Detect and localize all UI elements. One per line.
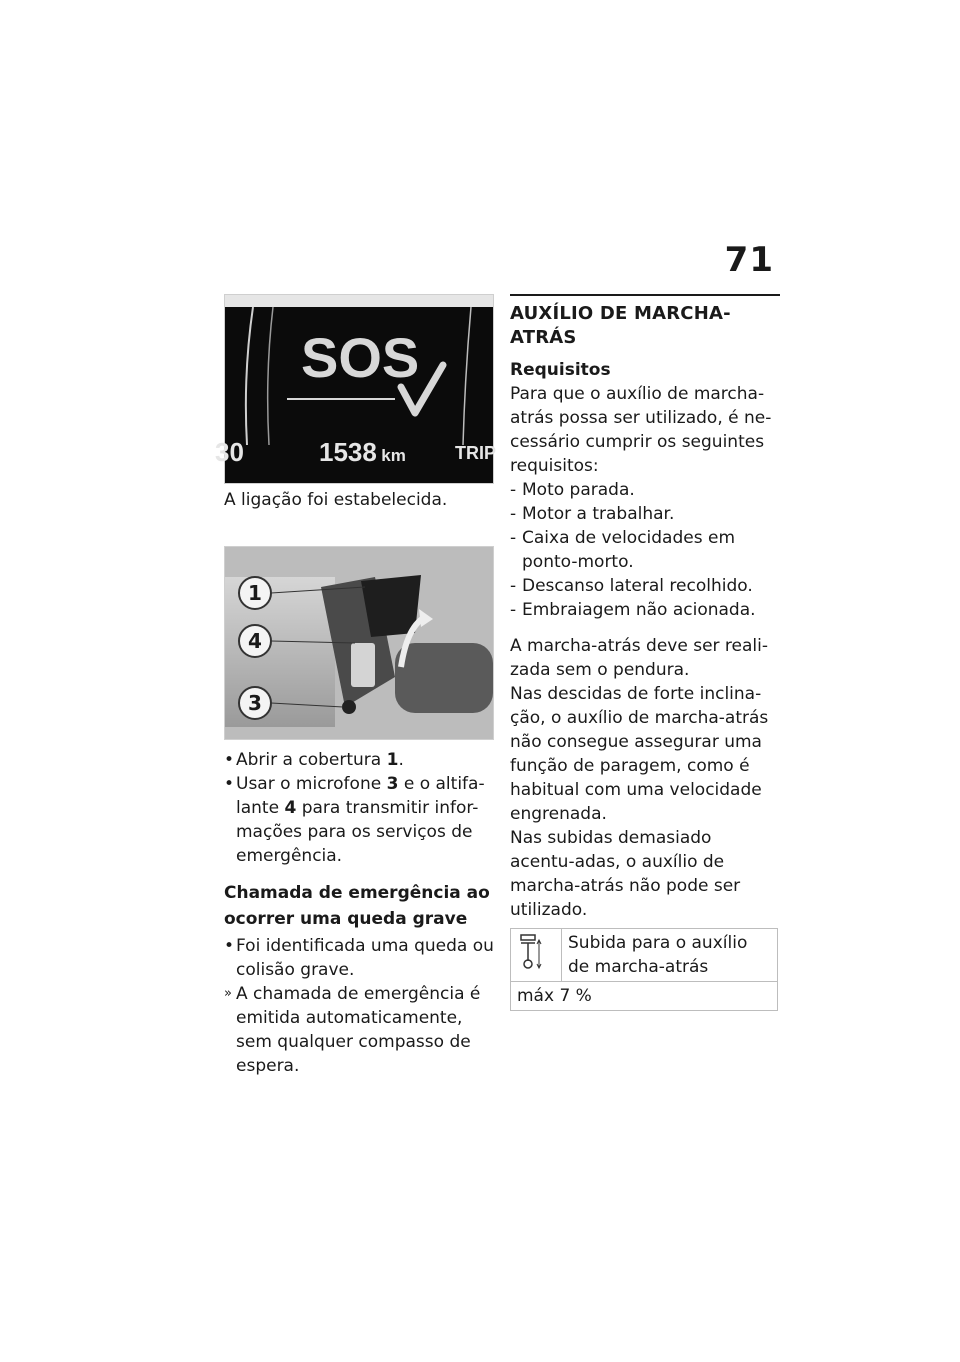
result-arrow-icon: » xyxy=(224,986,232,1001)
fall-text: A chamada de emergência é emitida automaticamente, sem qualquer compasso de espera. xyxy=(236,984,481,1076)
fall-text: Foi identificada uma queda ou colisão grave. xyxy=(236,936,494,980)
requirements-intro: Para que o auxílio de marcha-atrás possa ser utilizado, é ne-cessário cumprir os seguintes requisitos: xyxy=(510,384,772,476)
bullet-icon: • xyxy=(224,774,235,794)
paragraph-no-passenger: A marcha-atrás deve ser reali-zada sem o pendura. xyxy=(510,636,769,680)
requirement-text: Motor a trabalhar. xyxy=(522,504,675,524)
trip-label: TRIP xyxy=(455,443,497,463)
requirements-title: Requisitos xyxy=(510,360,611,380)
requirement-text: Moto parada. xyxy=(522,480,635,500)
sos-text: SOS xyxy=(301,326,420,389)
step-text: . xyxy=(398,750,404,770)
requirement-item xyxy=(510,502,780,526)
dash-icon: - xyxy=(510,576,517,596)
step-text: e o altifa-lante xyxy=(236,774,485,818)
handlebar-switch-figure xyxy=(224,546,494,740)
right-column xyxy=(510,294,780,1011)
spec-label: Subida para o auxílio de marcha-atrás xyxy=(562,929,778,982)
spec-value-row xyxy=(511,982,778,1011)
left-column xyxy=(215,294,497,1078)
requirement-item xyxy=(510,526,780,574)
gauge-arc-outer xyxy=(246,307,253,445)
fall-item xyxy=(224,982,494,1078)
spec-value: máx 7 % xyxy=(511,982,778,1011)
sos-display-figure xyxy=(215,294,497,484)
odometer-value: 1538 xyxy=(319,437,377,467)
fall-list xyxy=(224,934,494,1078)
caption-connected: A ligação foi estabelecida. xyxy=(224,490,448,510)
speaker-button xyxy=(351,643,375,687)
spec-header-row xyxy=(511,929,778,982)
steps-list xyxy=(224,748,494,868)
callout-1: 1 xyxy=(248,581,262,605)
gauge-arc-inner xyxy=(268,307,273,445)
incline-gauge-icon xyxy=(517,931,543,971)
step-item xyxy=(224,772,494,868)
paragraph-descent: Nas descidas de forte inclina-ção, o auxílio de marcha-atrás não consegue assegurar uma função de paragem, como é habitual com uma velocidade engrenada. xyxy=(510,684,769,824)
step-text: para transmitir infor-mações para os serviços de emergência. xyxy=(236,798,479,866)
requirement-text: Caixa de velocidades em ponto-morto. xyxy=(522,528,735,572)
callout-4: 4 xyxy=(248,629,262,653)
microphone xyxy=(342,700,356,714)
bullet-icon: • xyxy=(224,936,235,956)
step-ref: 3 xyxy=(386,774,399,794)
fall-heading: Chamada de emergência ao ocorrer uma queda grave xyxy=(224,883,490,929)
odometer-left-digits: 30 xyxy=(215,437,244,467)
fall-item xyxy=(224,934,494,982)
requirement-item xyxy=(510,478,780,502)
arrow-head-icon xyxy=(419,609,433,627)
dash-icon: - xyxy=(510,600,517,620)
bullet-icon: • xyxy=(224,750,235,770)
gauge-arc-right xyxy=(463,307,471,445)
page-number: 71 xyxy=(724,240,774,280)
requirement-item xyxy=(510,598,780,622)
step-text: Abrir a cobertura xyxy=(236,750,387,770)
paragraph-ascent: Nas subidas demasiado acentu-adas, o auxílio de marcha-atrás não pode ser utilizado. xyxy=(510,828,741,920)
requirements-list xyxy=(510,478,780,622)
dash-icon: - xyxy=(510,528,517,548)
dash-icon: - xyxy=(510,480,517,500)
requirement-item xyxy=(510,574,780,598)
requirement-text: Embraiagem não acionada. xyxy=(522,600,756,620)
requirement-text: Descanso lateral recolhido. xyxy=(522,576,753,596)
section-title: AUXÍLIO DE MARCHA-ATRÁS xyxy=(510,294,780,350)
step-item xyxy=(224,748,494,772)
callout-3: 3 xyxy=(248,691,262,715)
spec-icon-cell xyxy=(511,929,562,982)
step-ref: 4 xyxy=(284,798,297,818)
odometer-readout xyxy=(319,437,406,468)
step-text: Usar o microfone xyxy=(236,774,387,794)
handlebar-switch-graphic xyxy=(225,547,493,739)
spec-table xyxy=(510,928,778,1011)
odometer-unit: km xyxy=(381,446,406,465)
dash-icon: - xyxy=(510,504,517,524)
step-ref: 1 xyxy=(386,750,399,770)
grip xyxy=(395,643,493,713)
